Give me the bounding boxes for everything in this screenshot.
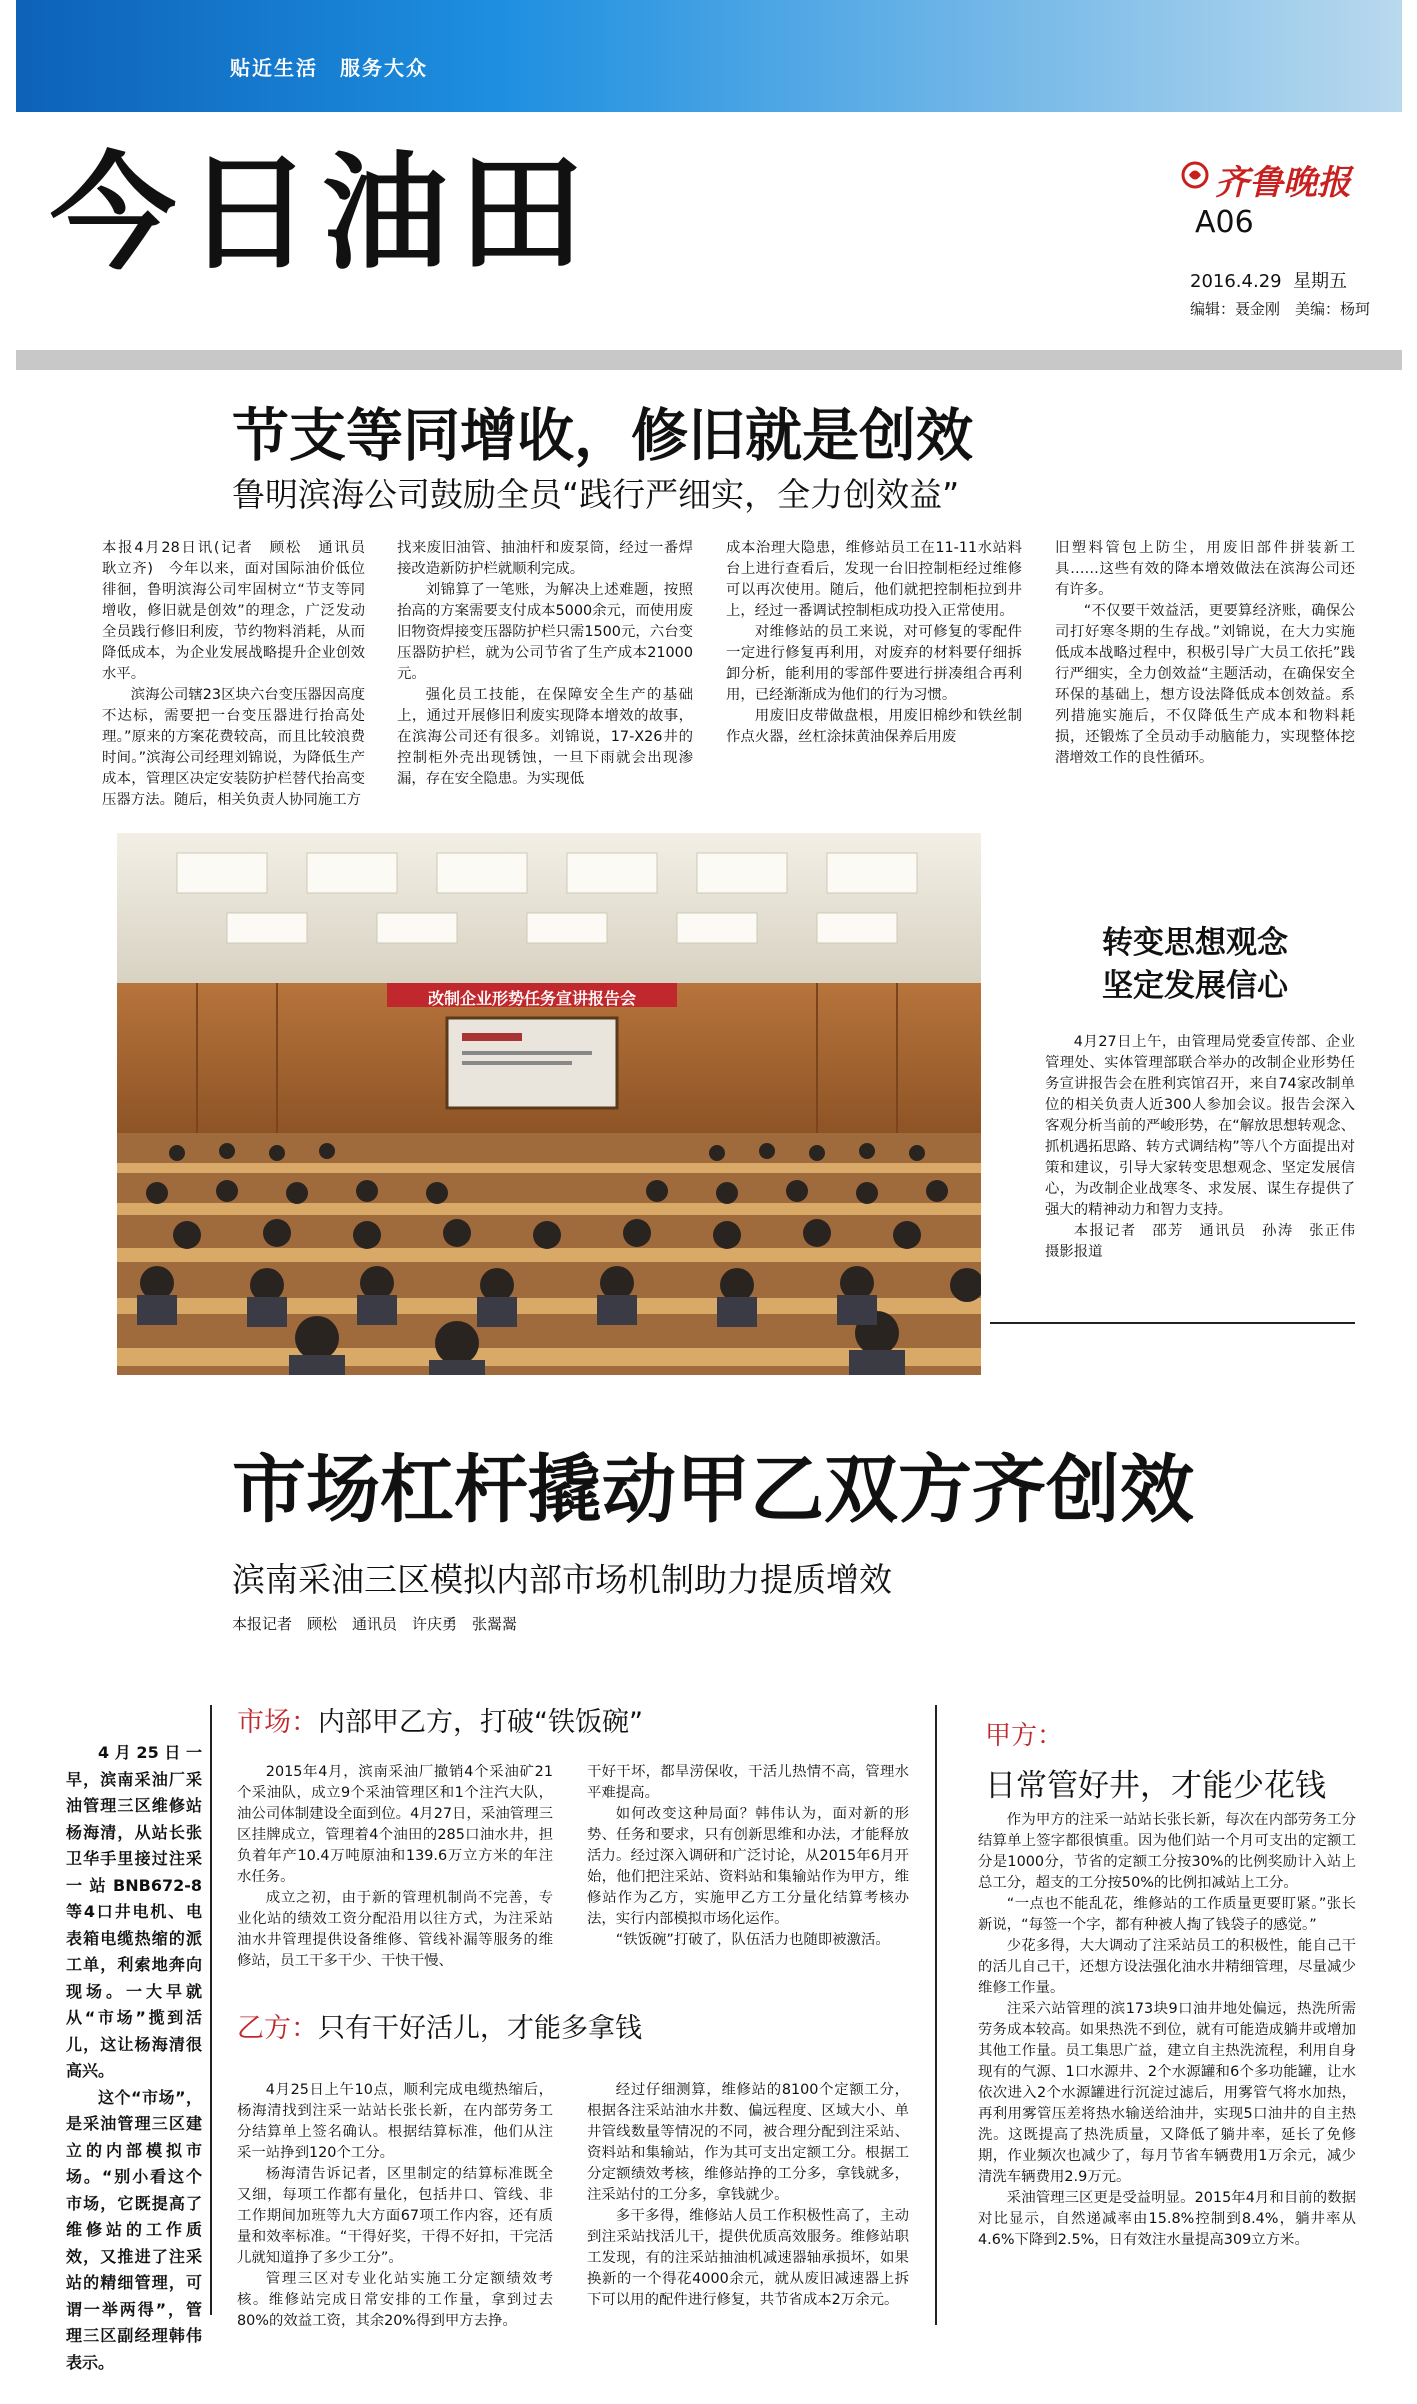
article2-lead-paragraph: 这个“市场”，是采油管理三区建立的内部模拟市场。“别小看这个市场，它既提高了维修站的工作质效，又推进了注采站的精细管理，可谓一举两得”，管理三区副经理韩伟表示。 (66, 2087, 202, 2372)
section1-column-1 (237, 1762, 553, 1972)
article2-title: 市场杠杆撬动甲乙双方齐创效 (232, 1447, 1194, 1533)
article1-paragraph: 找来废旧油管、抽油杆和废泵筒，经过一番焊接改造新防护栏就顺利完成。 (397, 540, 693, 577)
article1-column-3 (726, 538, 1022, 748)
article1-paragraph: “不仅要干效益活，更要算经济账，确保公司打好寒冬期的生存战。”刘锦说，在大力实施低成本战略过程中，积极引导广大员工依托”践行严细实，全力创效益“主题活动，在确保安全环保的基础上，想方设法降低成本创效益。系列措施实施后，不仅降低生产成本和物料耗损，还锻炼了全员动手动脑能力，实现整体挖潜增效工作的良性循环。 (1055, 603, 1355, 766)
section1-label: 市场： (237, 1707, 318, 1738)
section1-paragraph: 成立之初，由于新的管理机制尚不完善，专业化站的绩效工资分配沿用以往方式，为注采站油水井管理提供设备维修、管线补漏等服务的维修站，员工干多干少、干快干慢、 (237, 1890, 553, 1969)
issue-date (1190, 267, 1347, 293)
section1-paragraph: 干好干坏，都旱涝保收，干活儿热情不高，管理水平难提高。 (587, 1764, 909, 1801)
section3-paragraph: 采油管理三区更是受益明显。2015年4月和目前的数据对比显示，自然递减率由15.8%控制到8.4%，躺井率从4.6%下降到2.5%，日有效注水量提高309立方米。 (978, 2190, 1356, 2248)
article1-subtitle: 鲁明滨海公司鼓励全员“践行严细实，全力创效益” (232, 475, 960, 514)
section3-paragraph: 少花多得，大大调动了注采站员工的积极性，能自己干的活儿自己干，还想方设法强化油水井精细管理，尽量减少维修工作量。 (978, 1938, 1356, 1996)
issue-weekday: 星期五 (1293, 271, 1348, 292)
photo-caption-title (1050, 922, 1340, 1009)
article2-lead-paragraph: 4月25日一早，滨南采油厂采油管理三区维修站杨海清，从站长张卫华手里接过注采一站BNB672-8等4口井电机、电表箱电缆热缩的派工单，利索地奔向现场。一大早就从“市场”揽到活儿，这让杨海清很高兴。 (66, 1743, 202, 2080)
section3-paragraph: 注采六站管理的滨173块9口油井地处偏远，热洗所需劳务成本较高。如果热洗不到位，就有可能造成躺井或增加其他工作量。员工集思广益，建立自主热洗流程，利用自身现有的气源、1口水源井、2个水源罐和6个多功能罐，让水依次进入2个水源罐进行沉淀过滤后，用雾管气将水加热，再利用雾管压差将热水输送给油井，实现5口油井的自主热洗。这既提高了热洗质量，又降低了躺井率，延长了免修期，作业频次也减少了，每月节省车辆费用1万余元，减少清洗车辆费用2.9万元。 (978, 2001, 1356, 2185)
newspaper-logo-icon (1180, 160, 1210, 190)
section1-heading (237, 1700, 643, 1739)
section3-paragraph: “一点也不能乱花，维修站的工作质量更要盯紧。”张长新说，“每签一个字，都有种被人掏了钱袋子的感觉。” (978, 1896, 1356, 1933)
section2-paragraph: 4月25日上午10点，顺利完成电缆热缩后，杨海清找到注采一站站长张长新，在内部劳务工分结算单上签名确认。根据结算标准，他们从注采一站挣到120个工分。 (237, 2082, 553, 2161)
article1-column-4 (1055, 538, 1355, 769)
photo-section-divider (990, 1322, 1355, 1324)
photo-caption-paragraph: 4月27日上午，由管理局党委宣传部、企业管理处、实体管理部联合举办的改制企业形势任务宣讲报告会在胜利宾馆召开，来自74家改制单位的相关负责人近300人参加会议。报告会深入客观分析当前的严峻形势，在“解放思想转观念、抓机遇拓思路、转方式调结构”等八个方面提出对策和建议，引导大家转变思想观念、坚定发展信心，为改制企业战寒冬、求发展、谋生存提供了强大的精神动力和智力支持。 (1045, 1034, 1355, 1218)
section1-paragraph: 如何改变这种局面？韩伟认为，面对新的形势、任务和要求，只有创新思维和办法，才能释放活力。经过深入调研和广泛讨论，从2015年6月开始，他们把注采站、资料站和集输站作为甲方，维修站作为乙方，实施甲乙方工分量化结算考核办法，实行内部模拟市场化运作。 (587, 1806, 909, 1927)
section2-heading (237, 2006, 642, 2045)
section2-title: 只有干好活儿，才能多拿钱 (318, 2013, 642, 2044)
photo-caption-title-line2: 坚定发展信心 (1102, 968, 1288, 1005)
section3-label: 甲方： (985, 1721, 1064, 1751)
section3-paragraph: 作为甲方的注采一站站长张长新，每次在内部劳务工分结算单上签字都很慎重。因为他们站一个月可支出的定额工分是1000分，节省的定额工分按30%的比例奖励计入站上总工分，超支的工分按50%的比例扣减站上工分。 (978, 1812, 1356, 1891)
photo-banner-text: 改制企业形势任务宣讲报告会 (427, 989, 636, 1008)
section2-paragraph: 经过仔细测算，维修站的8100个定额工分，根据各注采站油水井数、偏远程度、区域大小、单井管线数量等情况的不同，被合理分配到注采站、资料站和集输站，作为其可支出定额工分。根据工分定额绩效考核，维修站挣的工分多，拿钱就多，注采站付的工分多，拿钱就少。 (587, 2082, 909, 2203)
article1-paragraph: 强化员工技能，在保障安全生产的基础上，通过开展修旧利废实现降本增效的故事，在滨海公司还有很多。刘锦说，17-X26井的控制柜外壳出现锈蚀，一旦下雨就会出现渗漏，存在安全隐患。为实现低 (397, 687, 693, 787)
section2-paragraph: 多干多得，维修站人员工作积极性高了，主动到注采站找活儿干，提供优质高效服务。维修站职工发现，有的注采站抽油机减速器轴承损坏，如果换新的一个得花4000余元，就从废旧减速器上拆下可以用的配件进行修复，共节省成本2万余元。 (587, 2208, 909, 2308)
article1-paragraph: 成本治理大隐患，维修站员工在11-11水站料台上进行查看后，发现一台旧控制柜经过维修可以再次使用。随后，他们就把控制柜拉到井上，经过一番调试控制柜成功投入正常使用。 (726, 540, 1022, 619)
section2-paragraph: 管理三区对专业化站实施工分定额绩效考核。维修站完成日常安排的工作量，拿到过去80%的效益工资，其余20%得到甲方去挣。 (237, 2271, 553, 2329)
article1-paragraph: 用废旧皮带做盘根，用废旧棉纱和铁丝制作点火器，丝杠涂抹黄油保养后用废 (726, 708, 1022, 745)
section3-column (978, 1810, 1356, 2251)
article1-column-1 (102, 538, 380, 811)
section2-paragraph: 杨海清告诉记者，区里制定的结算标准既全又细，每项工作都有量化，包括井口、管线、非工作期间加班等九大方面67项工作内容，还有质量和效率标准。“干得好奖，干得不好扣，干完活儿就知道挣了多少工分”。 (237, 2166, 553, 2266)
editor-credits: 编辑：聂金刚 美编：杨珂 (1190, 300, 1371, 318)
photo-caption-credit: 本报记者 邵芳 通讯员 孙涛 张正伟 摄影报道 (1045, 1223, 1370, 1260)
section3-title: 日常管好井，才能少花钱 (985, 1768, 1326, 1804)
article1-title: 节支等同增收，修旧就是创效 (232, 403, 973, 469)
article2-subtitle: 滨南采油三区模拟内部市场机制助力提质增效 (232, 1560, 892, 1599)
page-number: A06 (1195, 205, 1254, 240)
header-banner (16, 0, 1402, 112)
lead-column-divider (210, 1705, 212, 2315)
header-slogan: 贴近生活 服务大众 (230, 56, 428, 80)
article1-paragraph: 旧塑料管包上防尘，用废旧部件拼装新工具……这些有效的降本增效做法在滨海公司还有许多。 (1055, 540, 1355, 598)
article1-column-2 (397, 538, 693, 790)
section1-column-2 (587, 1762, 909, 1951)
article1-paragraph: 滨海公司辖23区块六台变压器因高度不达标，需要把一台变压器进行抬高处理。”原来的方案花费较高，而且比较浪费时间。”滨海公司经理刘锦说，为降低生产成本，管理区决定安装防护栏替代抬高变压器方法。随后，相关负责人协同施工方 (102, 687, 365, 808)
conference-photo (117, 833, 981, 1375)
section2-label: 乙方： (237, 2013, 318, 2044)
issue-date-value: 2016.4.29 (1190, 271, 1282, 292)
section2-column-1 (237, 2080, 553, 2332)
article2-lead-column (66, 1740, 202, 2376)
header-divider (16, 350, 1402, 370)
section3-divider (935, 1705, 937, 2325)
conference-photo-illustration (117, 833, 981, 1375)
section1-paragraph: “铁饭碗”打破了，队伍活力也随即被激活。 (615, 1932, 890, 1948)
article1-paragraph: 对维修站的员工来说，对可修复的零配件一定进行修复再利用，对废弃的材料要仔细拆卸分析，能利用的零部件要进行拼凑组合再利用，已经渐渐成为他们的行为习惯。 (726, 624, 1022, 703)
article1-paragraph: 刘锦算了一笔账，为解决上述难题，按照抬高的方案需要支付成本5000余元，而使用废旧物资焊接变压器防护栏只需1500元，六台变压器防护栏，就为公司节省了生产成本21000元。 (397, 582, 693, 682)
section2-column-2 (587, 2080, 909, 2311)
newspaper-logo-text: 齐鲁晚报 (1215, 163, 1351, 203)
article2-byline: 本报记者 顾松 通讯员 许庆勇 张翯翯 (232, 1615, 518, 1633)
photo-caption-title-line1: 转变思想观念 (1102, 925, 1288, 961)
article1-paragraph: 本报4月28日讯(记者 顾松 通讯员 耿立齐) 今年以来，面对国际油价低位徘徊，鲁明滨海公司牢固树立“节支等同增收，修旧就是创效”的理念，广泛发动全员践行修旧利废，节约物料消耗，从而降低成本，为企业发展战略提升企业创效水平。 (102, 540, 380, 682)
masthead-title: 今日油田 (50, 139, 594, 287)
section1-paragraph: 2015年4月，滨南采油厂撤销4个采油矿21个采油队，成立9个采油管理区和1个注汽大队，油公司体制建设全面到位。4月27日，采油管理三区挂牌成立，管理着4个油田的285口油水井，担负着年产10.4万吨原油和139.6万立方米的年注水任务。 (237, 1764, 553, 1885)
photo-caption-body (1045, 1032, 1370, 1263)
section3-heading (985, 1715, 1326, 1805)
section1-title: 内部甲乙方，打破“铁饭碗” (318, 1707, 643, 1738)
